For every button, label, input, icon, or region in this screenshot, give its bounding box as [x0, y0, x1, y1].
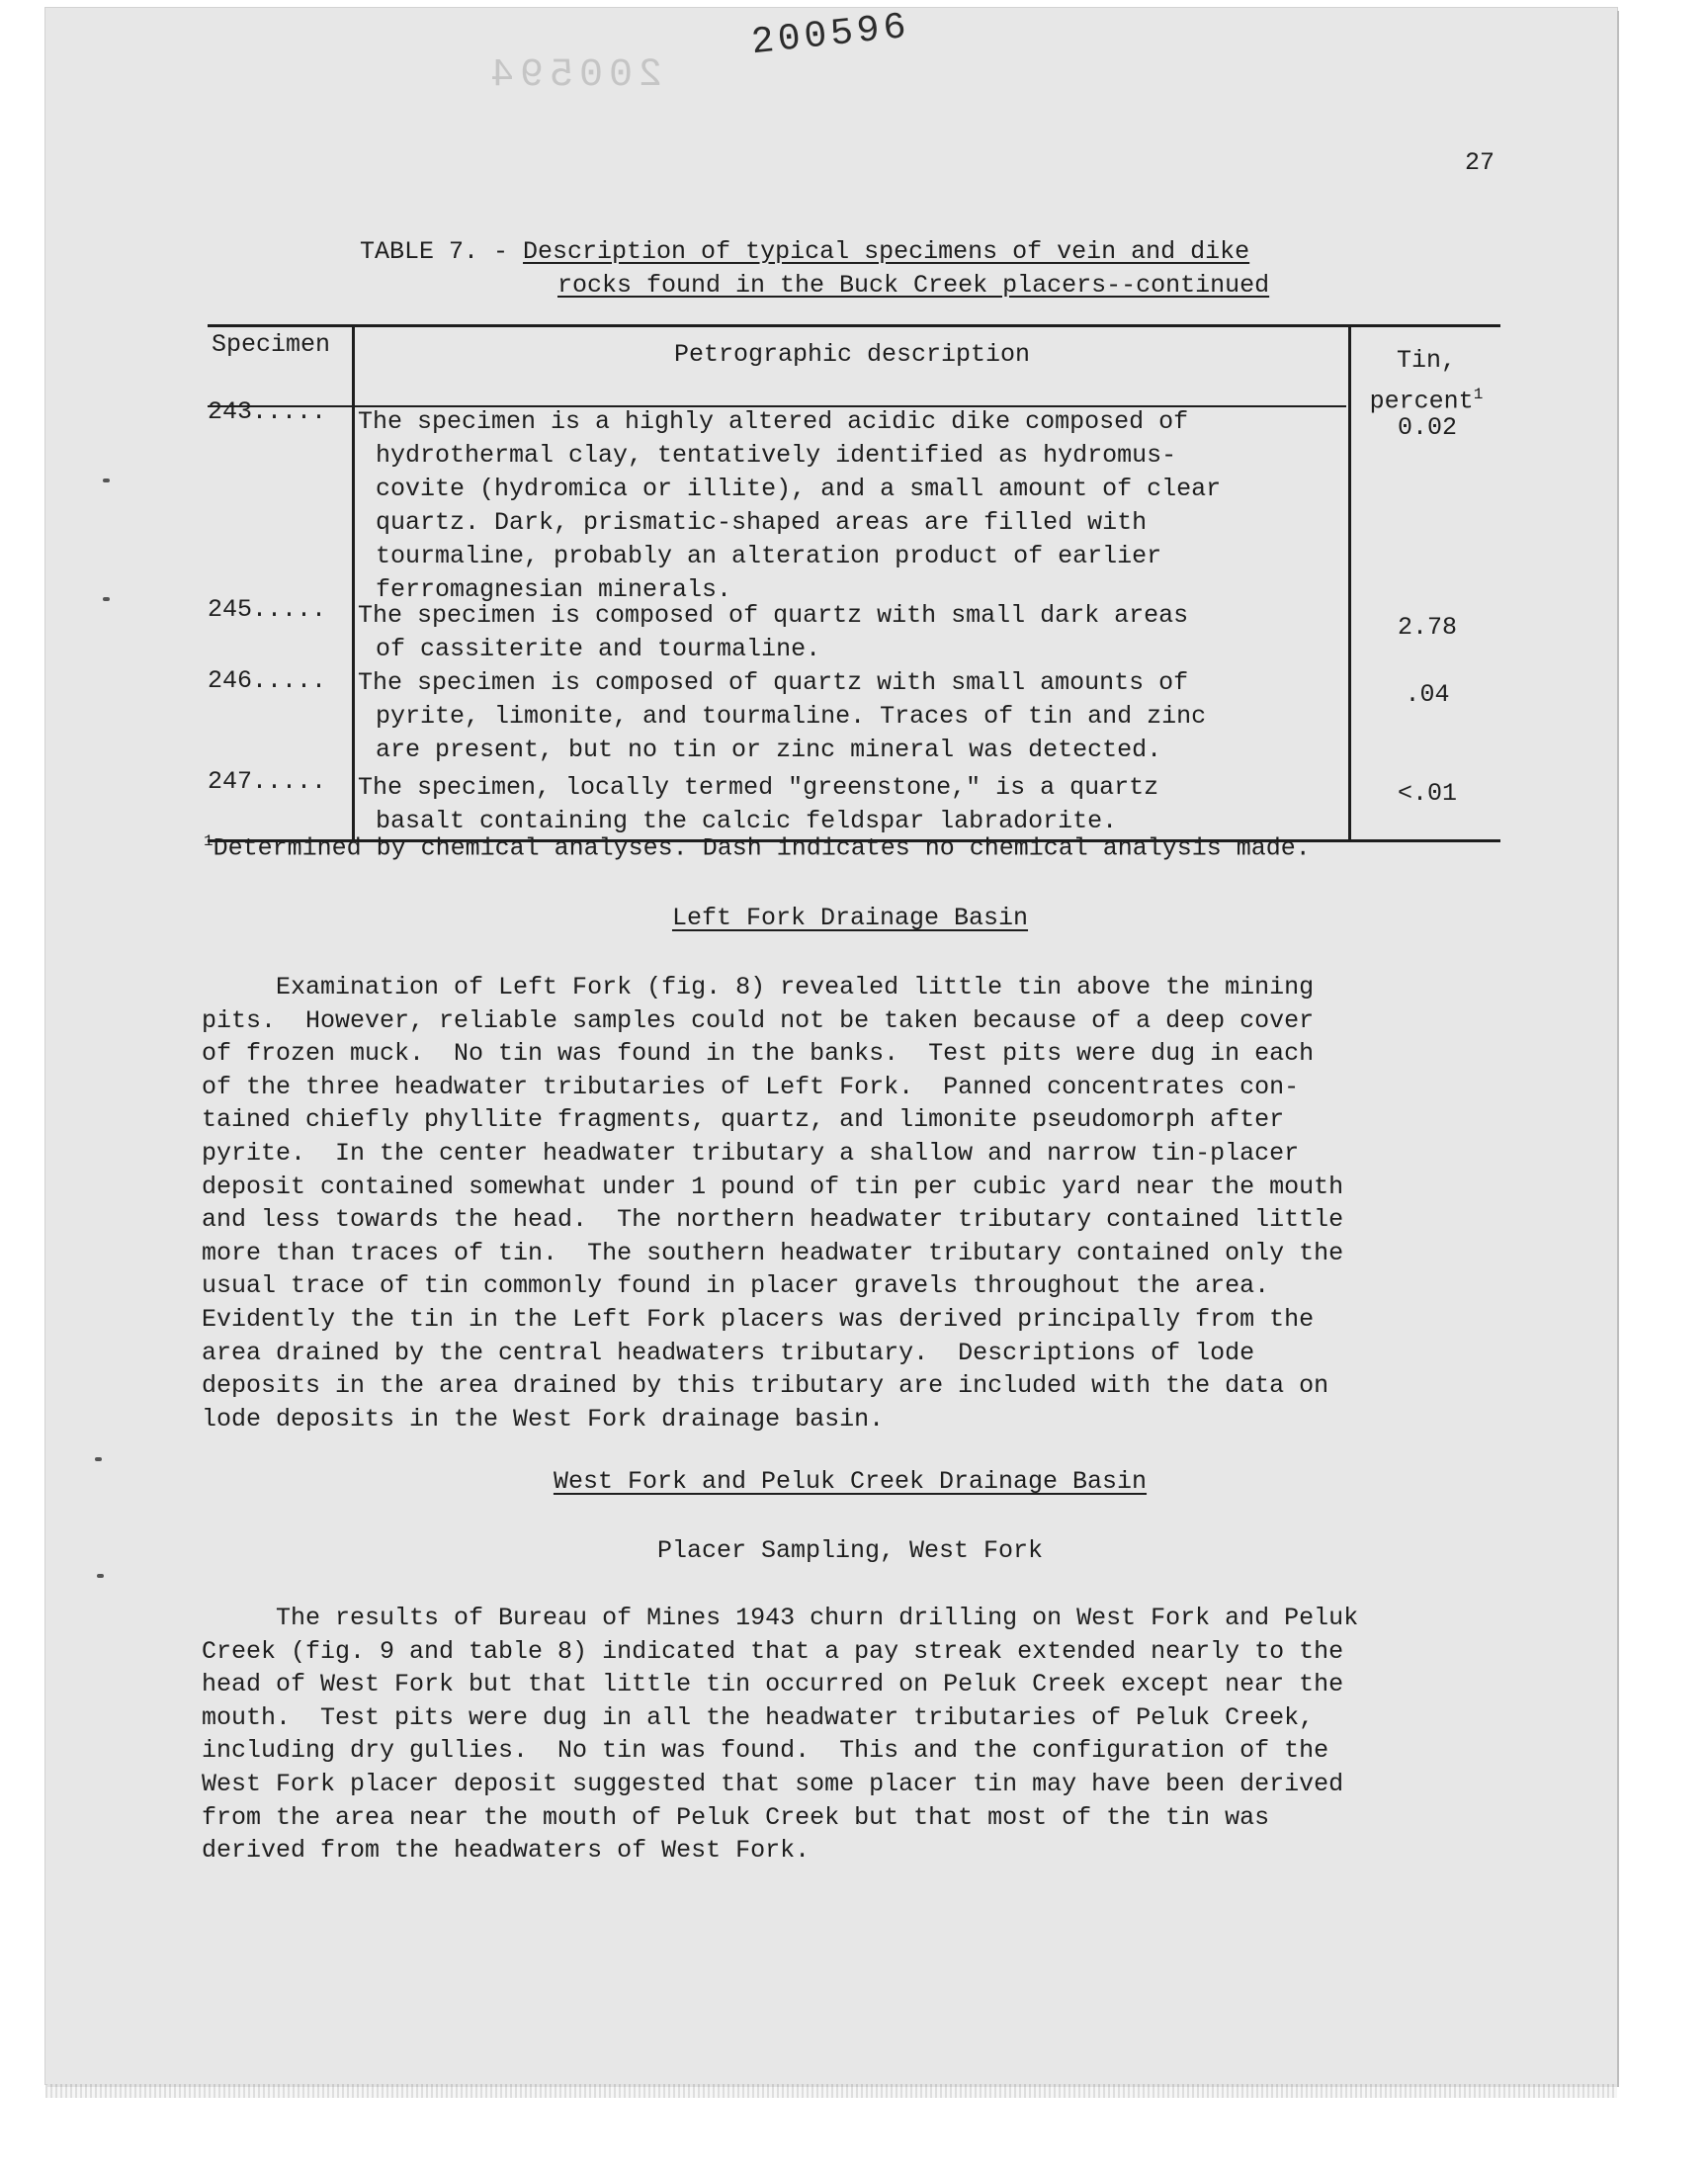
description-line: hydrothermal clay, tentatively identified as hydromus- [376, 441, 1177, 470]
description-line: The specimen is composed of quartz with small amounts of [358, 668, 1189, 697]
paragraph-line: head of West Fork but that little tin occurred on Peluk Creek except near the [202, 1670, 1344, 1699]
table-caption-line-1: Description of typical specimens of vein and dike [523, 237, 1250, 266]
paragraph-line: more than traces of tin. The southern headwater tributary contained only the [202, 1238, 1344, 1267]
table-row-245-tin: 2.78 [1397, 613, 1457, 642]
table-row-247-tin: <.01 [1397, 779, 1457, 808]
description-line: pyrite, limonite, and tourmaline. Traces of tin and zinc [376, 702, 1207, 731]
paragraph-line: derived from the headwaters of West Fork. [202, 1836, 811, 1866]
description-line: tourmaline, probably an alteration product of earlier [376, 542, 1162, 570]
paragraph-line: tained chiefly phyllite fragments, quartz, and limonite pseudomorph after [202, 1105, 1285, 1135]
paragraph-line: deposits in the area drained by this tributary are included with the data on [202, 1371, 1329, 1401]
subheading-placer-sampling: Placer Sampling, West Fork [656, 1536, 1044, 1565]
paragraph-line: from the area near the mouth of Peluk Creek but that most of the tin was [202, 1802, 1270, 1832]
header-tin-line-2: percent [1369, 387, 1474, 416]
paragraph-line: and less towards the head. The northern headwater tributary contained little [202, 1205, 1344, 1235]
section-heading-west-fork: West Fork and Peluk Creek Drainage Basin [553, 1467, 1148, 1496]
paragraph-line: of the three headwater tributaries of Left Fork. Panned concentrates con- [202, 1072, 1300, 1101]
paragraph-line: West Fork placer deposit suggested that some placer tin may have been derived [202, 1769, 1344, 1798]
description-line: basalt containing the calcic feldspar labradorite. [376, 807, 1118, 835]
description-line: ferromagnesian minerals. [376, 575, 732, 604]
paragraph-line: deposit contained somewhat under 1 pound of tin per cubic yard near the mouth [202, 1172, 1344, 1201]
paragraph-line: usual trace of tin commonly found in placer gravels throughout the area. [202, 1271, 1270, 1301]
paragraph-line: Creek (fig. 9 and table 8) indicated that a pay streak extended nearly to the [202, 1636, 1344, 1666]
table-caption-lead: TABLE 7. - [360, 237, 524, 266]
description-line: are present, but no tin or zinc mineral was detected. [376, 736, 1162, 764]
paragraph-line: pits. However, reliable samples could not be taken because of a deep cover [202, 1005, 1315, 1035]
footnote-mark: 1 [204, 832, 214, 850]
header-tin [1352, 344, 1500, 418]
description-line: of cassiterite and tourmaline. [376, 635, 821, 663]
table-top-rule [208, 324, 1500, 327]
table-row-246-specimen: 246..... [208, 666, 327, 695]
description-line: covite (hydromica or illite), and a small amount of clear [376, 475, 1222, 503]
table-row-243-description [358, 405, 1346, 607]
description-line: The specimen is composed of quartz with small dark areas [358, 601, 1189, 630]
column-rule-1 [352, 324, 355, 840]
description-line: The specimen is a highly altered acidic dike composed of [358, 407, 1189, 436]
table-caption [360, 235, 1269, 303]
scan-edge-strip [45, 2084, 1617, 2098]
column-rule-2 [1348, 324, 1351, 840]
paragraph-west-fork [202, 1602, 1496, 1868]
description-line: quartz. Dark, prismatic-shaped areas are filled with [376, 508, 1148, 537]
section-heading-left-fork: Left Fork Drainage Basin [671, 904, 1029, 932]
footnote-text: Determined by chemical analyses. Dash indicates no chemical analysis made. [213, 833, 1311, 863]
scan-speck [97, 1574, 104, 1578]
specimen-table [208, 324, 1500, 842]
header-tin-note-mark: 1 [1473, 386, 1484, 403]
paragraph-line: Examination of Left Fork (fig. 8) revealed little tin above the mining [202, 973, 1315, 1001]
scan-speck [95, 1457, 102, 1461]
paragraph-line: of frozen muck. No tin was found in the banks. Test pits were dug in each [202, 1039, 1315, 1069]
table-row-245-description [358, 599, 1346, 666]
table-caption-line-2: rocks found in the Buck Creek placers--continued [557, 271, 1270, 300]
header-tin-line-1: Tin, [1396, 346, 1456, 375]
table-row-243-specimen: 243..... [208, 397, 327, 426]
scan-speck [103, 478, 110, 482]
table-row-245-specimen: 245..... [208, 595, 327, 624]
paragraph-line: lode deposits in the West Fork drainage basin. [202, 1404, 885, 1434]
scan-speck [103, 597, 110, 601]
document-stamp: 200596 [749, 5, 912, 65]
page-number: 27 [1465, 148, 1495, 177]
table-row-246-tin: .04 [1405, 680, 1450, 709]
table-row-243-tin: 0.02 [1397, 413, 1457, 442]
paragraph-left-fork [202, 971, 1496, 1436]
header-description: Petrographic description [673, 340, 1031, 369]
table-row-246-description [358, 666, 1346, 767]
paragraph-line: The results of Bureau of Mines 1943 churn drilling on West Fork and Peluk [202, 1604, 1359, 1632]
table-footnote [204, 832, 1311, 862]
header-specimen: Specimen [212, 330, 331, 359]
description-line: The specimen, locally termed "greenstone," is a quartz [358, 773, 1159, 802]
ghost-stamp: 200594 [484, 53, 663, 98]
paragraph-line: area drained by the central headwaters tributary. Descriptions of lode [202, 1338, 1255, 1367]
paragraph-line: Evidently the tin in the Left Fork placers was derived principally from the [202, 1304, 1315, 1334]
paragraph-line: pyrite. In the center headwater tributary a shallow and narrow tin-placer [202, 1138, 1300, 1168]
paragraph-line: mouth. Test pits were dug in all the headwater tributaries of Peluk Creek, [202, 1702, 1315, 1732]
table-row-247-specimen: 247..... [208, 767, 327, 796]
table-row-247-description [358, 771, 1346, 838]
paragraph-line: including dry gullies. No tin was found. This and the configuration of the [202, 1736, 1329, 1766]
